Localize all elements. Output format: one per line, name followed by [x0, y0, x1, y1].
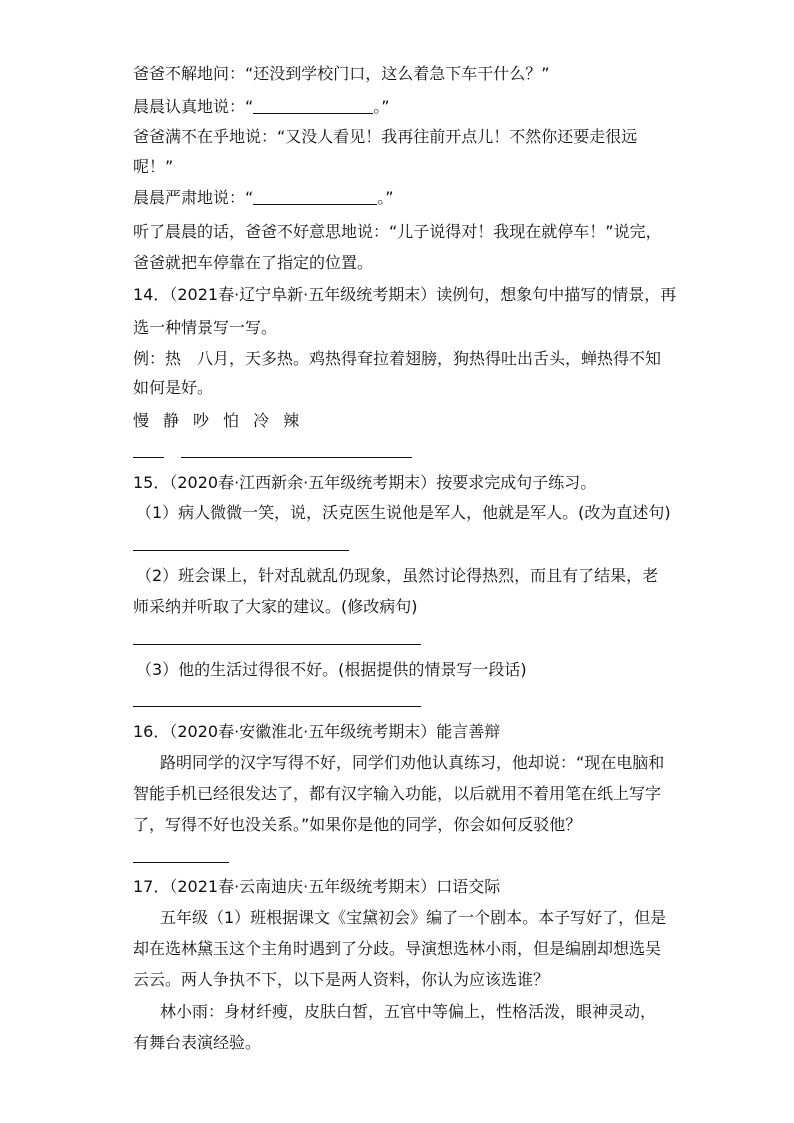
- dialog-line: 晨晨严肃地说：“ 。”: [133, 188, 394, 207]
- word-choices: [133, 410, 313, 432]
- word-choice: 静: [163, 411, 180, 430]
- question-15-part-2: （2）班会课上，针对乱就乱仍现象，虽然讨论得热烈，而且有了结果，老: [136, 566, 659, 585]
- question-14-example: 如何是好。: [133, 378, 214, 397]
- answer-line[interactable]: [133, 862, 229, 863]
- dialog-line: 爸爸不解地问：“还没到学校门口，这么着急下车干什么？”: [133, 64, 550, 83]
- question-17-text: 林小雨：身材纤瘦，皮肤白皙，五官中等偏上，性格活泼，眼神灵动，: [160, 1002, 657, 1021]
- question-17-text: 却在选林黛玉这个主角时遇到了分歧。导演想选林小雨，但是编剧却想选吴: [133, 939, 662, 958]
- dialog-line: 呢！”: [133, 157, 174, 176]
- question-16-text: 路明同学的汉字写得不好，同学们劝他认真练习，他却说：“现在电脑和: [160, 753, 665, 772]
- question-15-part-1: （1）病人微微一笑，说，沃克医生说他是军人，他就是军人。(改为直述句): [136, 503, 671, 522]
- answer-line[interactable]: [133, 457, 164, 458]
- answer-blank[interactable]: [253, 188, 377, 205]
- question-16-title: 16．（2020春·安徽淮北·五年级统考期末）能言善辩: [133, 722, 501, 741]
- question-14-title: 14．（2021春·辽宁阜新·五年级统考期末）读例句，想象句中描写的情景，再: [133, 285, 677, 304]
- question-17-text: 有舞台表演经验。: [133, 1033, 262, 1052]
- word-choice: 辣: [283, 411, 300, 430]
- question-14-text: 选一种情景写一写。: [133, 318, 278, 337]
- dialog-line: 爸爸满不在乎地说：“又没人看见！我再往前开点儿！不然你还要走很远: [133, 127, 638, 146]
- question-17-title: 17．（2021春·云南迪庆·五年级统考期末）口语交际: [133, 877, 501, 896]
- question-16-text: 智能手机已经很发达了，都有汉字输入功能，以后就用不着用笔在纸上写字: [133, 784, 662, 803]
- question-17-text: 五年级（1）班根据课文《宝黛初会》编了一个剧本。本子写好了，但是: [160, 908, 667, 927]
- question-15-part-3: （3）他的生活过得很不好。(根据提供的情景写一段话): [136, 660, 527, 679]
- answer-line[interactable]: [133, 644, 421, 645]
- question-15-part-2: 师采纳并听取了大家的建议。(修改病句): [133, 597, 418, 616]
- word-choice: 怕: [223, 411, 240, 430]
- question-17-text: 云云。两人争执不下，以下是两人资料，你认为应该选谁？: [133, 970, 550, 989]
- question-14-example: 例：热 八月，天多热。鸡热得耷拉着翅膀，狗热得吐出舌头，蝉热得不知: [133, 349, 662, 368]
- word-choice: 吵: [193, 411, 210, 430]
- dialog-line: 晨晨认真地说：“ 。”: [133, 97, 390, 116]
- question-16-text: 了，写得不好也没关系。”如果你是他的同学，你会如何反驳他？: [133, 815, 582, 834]
- answer-line[interactable]: [133, 550, 349, 551]
- word-choice: 慢: [133, 411, 150, 430]
- question-15-title: 15．（2020春·江西新余·五年级统考期末）按要求完成句子练习。: [133, 473, 597, 492]
- dialog-line: 爸爸就把车停靠在了指定的位置。: [133, 253, 374, 272]
- dialog-line: 听了晨晨的话，爸爸不好意思地说：“儿子说得对！我现在就停车！”说完，: [133, 222, 662, 241]
- word-choice: 冷: [253, 411, 270, 430]
- answer-line[interactable]: [181, 457, 412, 458]
- answer-line[interactable]: [133, 706, 421, 707]
- answer-blank[interactable]: [253, 97, 373, 114]
